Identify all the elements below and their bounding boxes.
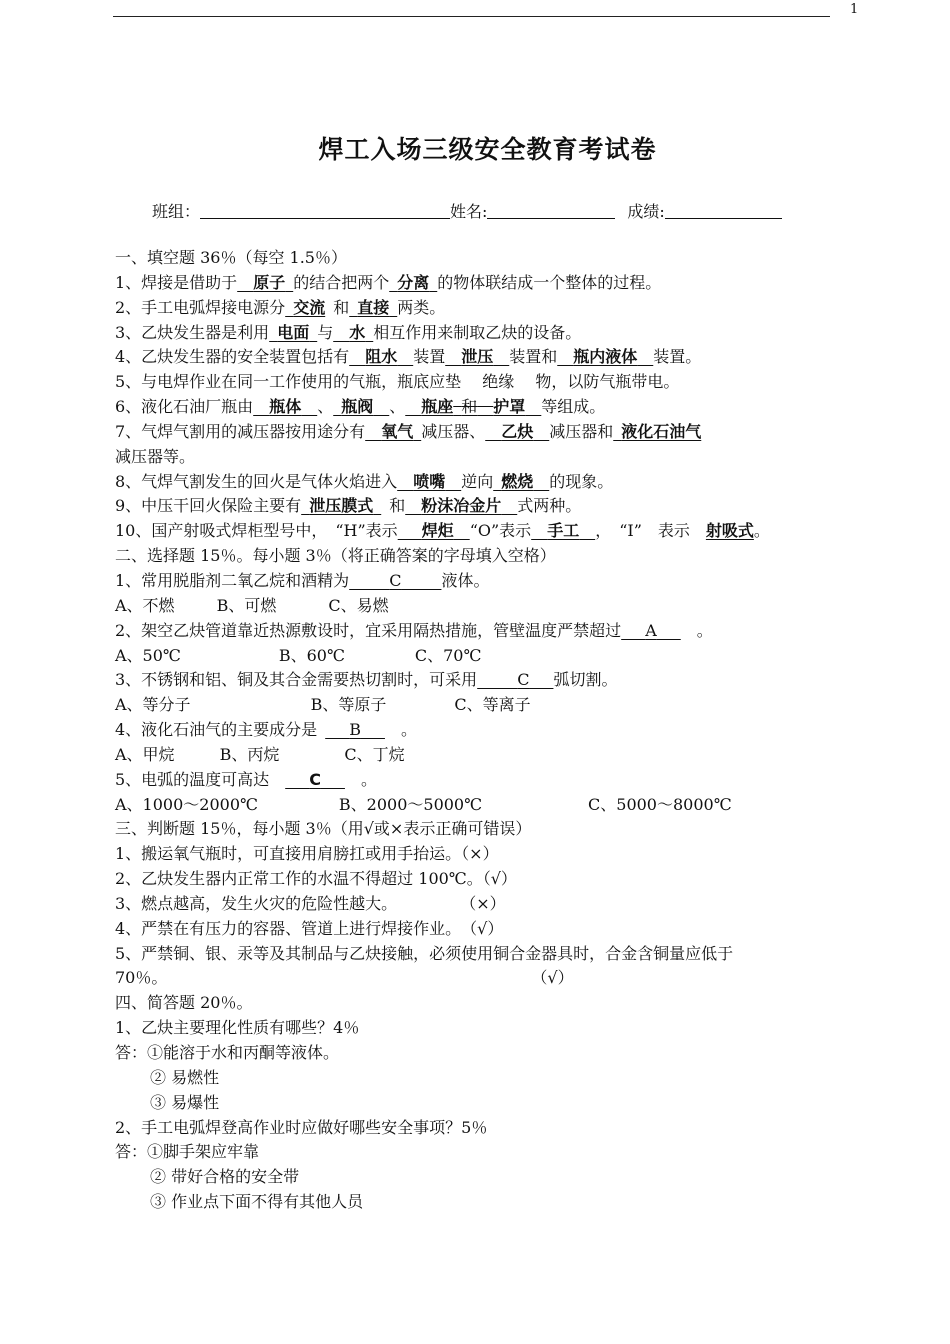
choice-options-3: A、等分子 B、等原子 C、等离子: [115, 695, 531, 715]
judge-question-2: 2、乙炔发生器内正常工作的水温不得超过 100℃。（√）: [115, 869, 517, 889]
page-number: 1: [850, 2, 859, 17]
short-answer-2-2: ② 带好合格的安全带: [150, 1167, 300, 1187]
short-answer-1-3: ③ 易爆性: [150, 1092, 220, 1112]
choice-options-5: A、1000～2000℃ B、2000～5000℃ C、5000～8000℃: [115, 794, 732, 814]
fill-question-8: 8、气焊气割发生的回火是气体火焰进入 喷嘴 逆向 燃烧 的现象。: [115, 471, 614, 491]
class-label: 班组：: [152, 202, 201, 221]
judge-question-5-cont: 70％。 （√）: [115, 968, 574, 988]
judge-question-4: 4、严禁在有压力的容器、管道上进行焊接作业。 （√）: [115, 918, 504, 938]
choice-question-3: 3、不锈钢和铝、铜及其合金需要热切割时，可采用 C 弧切割。: [115, 670, 618, 690]
short-answer-1-2: ② 易燃性: [150, 1067, 220, 1087]
short-answer-2-1: 答：①脚手架应牢靠: [115, 1142, 260, 1162]
student-info-row: [152, 199, 782, 222]
judge-question-3: 3、燃点越高，发生火灾的危险性越大。 （×）: [115, 893, 506, 913]
fill-question-6: 6、液化石油厂瓶由 瓶体 、 瓶阀 、 瓶座 和 护罩 等组成。: [115, 397, 606, 417]
score-label: 成绩:: [627, 202, 665, 221]
section-heading-fill: 一、填空题 36％（每空 1.5％）: [115, 248, 347, 267]
short-answer-1-1: 答：①能溶于水和丙酮等液体。: [115, 1043, 340, 1062]
choice-question-2: 2、架空乙炔管道靠近热源敷设时，宜采用隔热措施，管壁温度严禁超过 A 。: [115, 620, 713, 640]
fill-question-2: 2、手工电弧焊接电源分 交流 和 直接 两类。: [115, 297, 446, 317]
fill-question-7: 7、气焊气割用的减压器按用途分有 氧气 减压器、 乙炔 减压器和 液化石油气: [115, 421, 702, 441]
section-heading-choice: 二、选择题 15％。每小题 3％（将正确答案的字母填入空格）: [115, 546, 556, 566]
choice-options-1: A、不燃 B、可燃 C、易燃: [115, 595, 389, 615]
judge-question-1: 1、搬运氧气瓶时，可直接用肩膀扛或用手抬运。（×）: [115, 844, 499, 864]
short-question-1: 1、乙炔主要理化性质有哪些？4％: [115, 1018, 360, 1038]
fill-question-10: 10、国产射吸式焊柜型号中， “H”表示 焊炬 “O”表示 手工 ， “I” 表示 射吸式。: [115, 521, 770, 541]
short-answer-2-3: ③ 作业点下面不得有其他人员: [150, 1192, 364, 1212]
fill-question-4: 4、乙炔发生器的安全装置包括有 阻水 装置 泄压 装置和 瓶内液体 装置。: [115, 347, 702, 367]
class-blank: [200, 201, 450, 219]
section-heading-short: 四、简答题 20％。: [115, 993, 253, 1013]
exam-body: [115, 246, 867, 1215]
exam-title: 焊工入场三级安全教育考试卷: [318, 135, 657, 164]
choice-question-1: 1、常用脱脂剂二氧乙烷和酒精为 C 液体。: [115, 570, 490, 590]
fill-question-3: 3、乙炔发生器是利用 电面 与 水 相互作用来制取乙炔的设备。: [115, 322, 582, 342]
choice-options-2: A、50℃ B、60℃ C、70℃: [115, 645, 482, 665]
choice-question-5: 5、电弧的温度可高达 C 。: [115, 769, 377, 789]
section-heading-judge: 三、判断题 15％，每小题 3％（用√或×表示正确可错误）: [115, 819, 532, 839]
choice-question-4: 4、液化石油气的主要成分是 B 。: [115, 720, 417, 740]
fill-question-1: 1、焊接是借助于 原子 的结合把两个 分离 的物体联结成一个整体的过程。: [115, 272, 662, 292]
score-blank: [665, 201, 782, 219]
fill-question-5: 5、与电焊作业在同一工作使用的气瓶，瓶底应垫 绝缘 物，以防气瓶带电。: [115, 372, 680, 392]
judge-question-5: 5、严禁铜、银、汞等及其制品与乙炔接触，必须使用铜合金器具时，合金含铜量应低于: [115, 943, 734, 963]
choice-options-4: A、甲烷 B、丙烷 C、丁烷: [115, 744, 405, 764]
name-label: 姓名:: [450, 202, 488, 221]
short-question-2: 2、手工电弧焊登高作业时应做好哪些安全事项？5％: [115, 1117, 488, 1137]
name-blank: [487, 201, 615, 219]
fill-question-9: 9、中压干回火保险主要有 泄压膜式 和 粉沫冶金片 式两种。: [115, 496, 582, 516]
header-rule: [113, 16, 830, 17]
fill-question-7-cont: 减压器等。: [115, 446, 196, 466]
